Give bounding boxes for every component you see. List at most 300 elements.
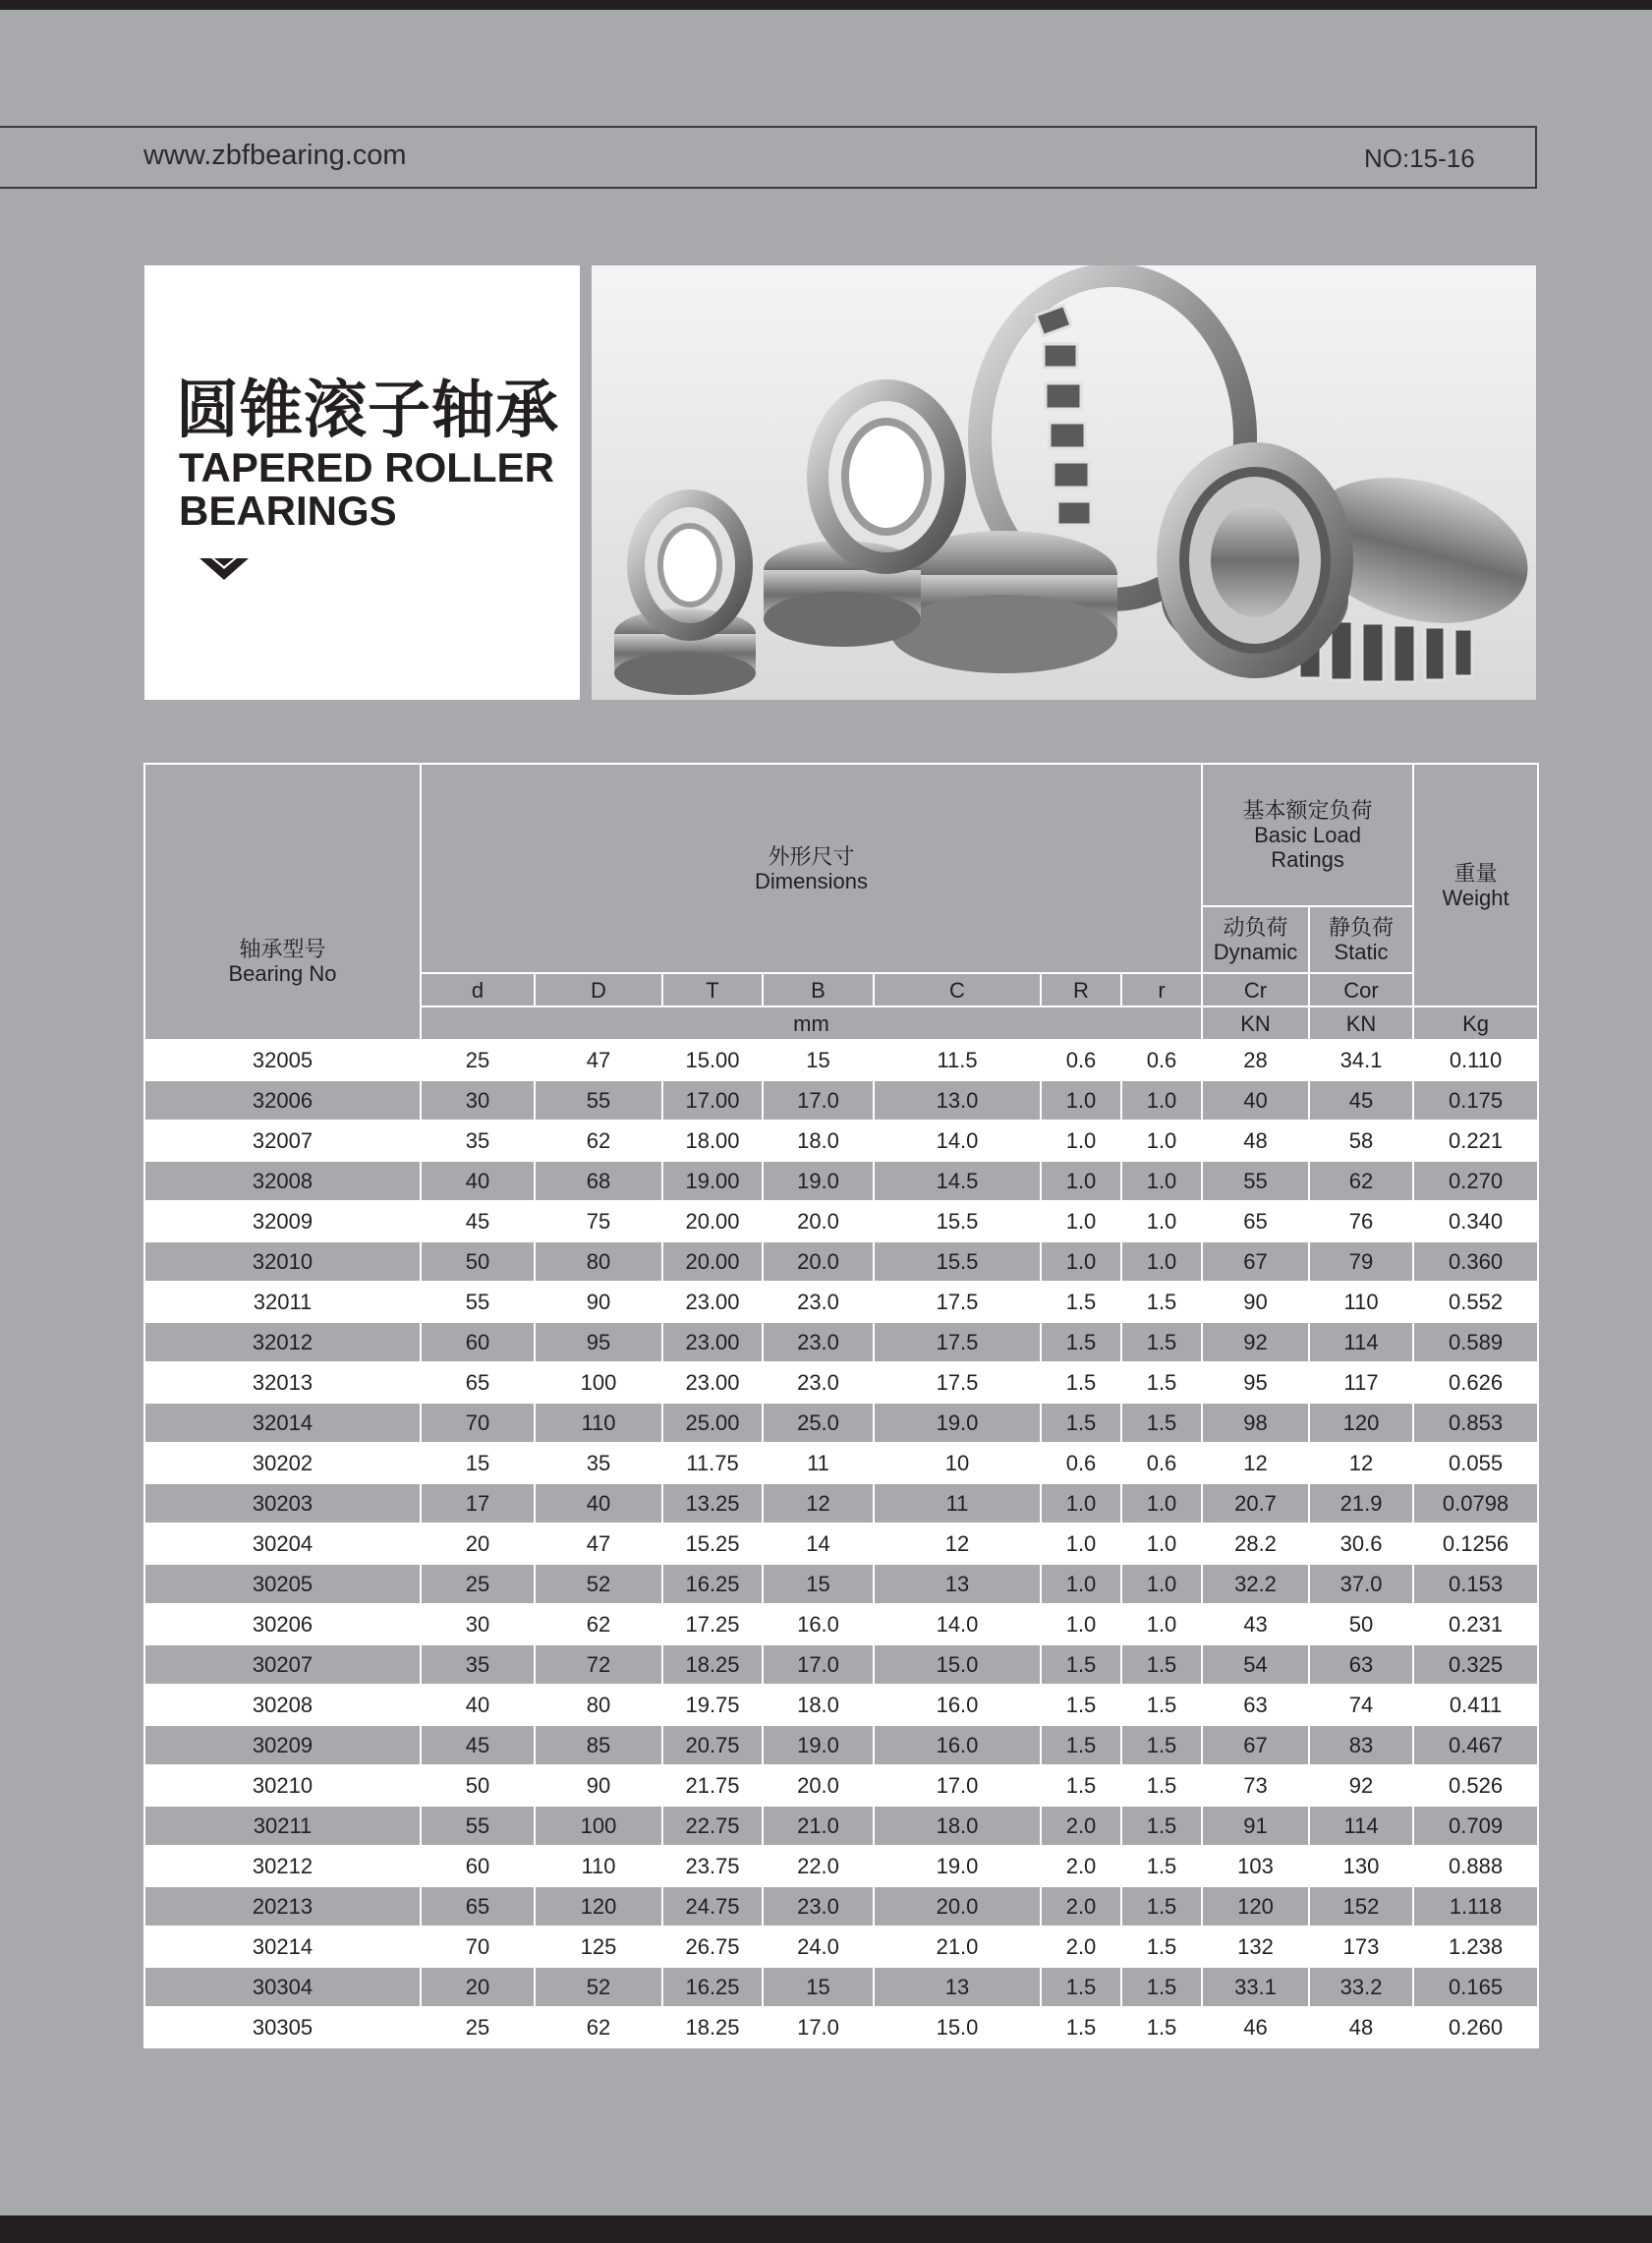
cell-cor: 50 — [1309, 1604, 1413, 1644]
table-row — [144, 1967, 1538, 2007]
cell-bearing-no: 30205 — [144, 1564, 421, 1604]
cell-cor: 76 — [1309, 1201, 1413, 1241]
table-row — [144, 1524, 1538, 1564]
header-weight-en: Weight — [1442, 885, 1510, 910]
cell-bearing-no: 30212 — [144, 1846, 421, 1886]
cell-R: 0.6 — [1041, 1040, 1121, 1080]
cell-T: 23.00 — [662, 1322, 763, 1362]
cell-R: 1.0 — [1041, 1483, 1121, 1524]
header-col-cor: Cor — [1309, 973, 1413, 1006]
cell-D: 120 — [535, 1886, 662, 1927]
cell-B: 15 — [763, 1040, 874, 1080]
cell-bearing-no: 30208 — [144, 1685, 421, 1725]
cell-weight: 0.221 — [1413, 1121, 1538, 1161]
cell-D: 52 — [535, 1564, 662, 1604]
cell-cr: 55 — [1202, 1161, 1309, 1201]
cell-weight: 0.270 — [1413, 1161, 1538, 1201]
cell-cr: 67 — [1202, 1725, 1309, 1765]
cell-T: 25.00 — [662, 1403, 763, 1443]
header-col-R: R — [1041, 973, 1121, 1006]
cell-bearing-no: 30206 — [144, 1604, 421, 1644]
cell-B: 23.0 — [763, 1886, 874, 1927]
cell-weight: 0.589 — [1413, 1322, 1538, 1362]
cell-cor: 21.9 — [1309, 1483, 1413, 1524]
header-unit-kg: Kg — [1413, 1006, 1538, 1040]
cell-C: 14.5 — [874, 1161, 1041, 1201]
cell-bearing-no: 30202 — [144, 1443, 421, 1483]
table-row — [144, 1282, 1538, 1322]
cell-r: 1.0 — [1121, 1524, 1202, 1564]
cell-d: 35 — [421, 1121, 535, 1161]
header-col-d: d — [421, 973, 535, 1006]
cell-cr: 33.1 — [1202, 1967, 1309, 2007]
cell-R: 1.5 — [1041, 1685, 1121, 1725]
cell-C: 14.0 — [874, 1604, 1041, 1644]
cell-bearing-no: 30211 — [144, 1806, 421, 1846]
cell-weight: 0.411 — [1413, 1685, 1538, 1725]
cell-B: 17.0 — [763, 2007, 874, 2047]
cell-cor: 92 — [1309, 1765, 1413, 1806]
header-load-en1: Basic Load — [1254, 823, 1361, 847]
cell-cr: 40 — [1202, 1080, 1309, 1121]
cell-R: 0.6 — [1041, 1443, 1121, 1483]
cell-weight: 1.118 — [1413, 1886, 1538, 1927]
cell-C: 10 — [874, 1443, 1041, 1483]
cell-C: 18.0 — [874, 1806, 1041, 1846]
table-row — [144, 1322, 1538, 1362]
cell-B: 18.0 — [763, 1121, 874, 1161]
table-row — [144, 1080, 1538, 1121]
cell-C: 15.5 — [874, 1241, 1041, 1282]
cell-r: 1.5 — [1121, 1282, 1202, 1322]
cell-bearing-no: 32006 — [144, 1080, 421, 1121]
cell-D: 62 — [535, 1604, 662, 1644]
cell-B: 20.0 — [763, 1201, 874, 1241]
cell-r: 1.0 — [1121, 1080, 1202, 1121]
cell-r: 0.6 — [1121, 1040, 1202, 1080]
cell-cor: 63 — [1309, 1644, 1413, 1685]
cell-cor: 120 — [1309, 1403, 1413, 1443]
cell-C: 15.0 — [874, 1644, 1041, 1685]
cell-D: 80 — [535, 1241, 662, 1282]
cell-weight: 0.260 — [1413, 2007, 1538, 2047]
cell-B: 15 — [763, 1967, 874, 2007]
cell-T: 24.75 — [662, 1886, 763, 1927]
cell-T: 18.25 — [662, 2007, 763, 2047]
cell-r: 1.5 — [1121, 1403, 1202, 1443]
cell-d: 55 — [421, 1282, 535, 1322]
cell-B: 20.0 — [763, 1241, 874, 1282]
table-row — [144, 1040, 1538, 1080]
cell-B: 12 — [763, 1483, 874, 1524]
cell-cr: 32.2 — [1202, 1564, 1309, 1604]
cell-weight: 0.110 — [1413, 1040, 1538, 1080]
cell-R: 2.0 — [1041, 1927, 1121, 1967]
cell-d: 30 — [421, 1604, 535, 1644]
table-row — [144, 1644, 1538, 1685]
cell-r: 0.6 — [1121, 1443, 1202, 1483]
header-dimensions-en: Dimensions — [755, 868, 868, 893]
cell-weight: 0.1256 — [1413, 1524, 1538, 1564]
header-col-T: T — [662, 973, 763, 1006]
table-row — [144, 1927, 1538, 1967]
cell-D: 75 — [535, 1201, 662, 1241]
cell-D: 62 — [535, 2007, 662, 2047]
cell-cor: 33.2 — [1309, 1967, 1413, 2007]
cell-R: 1.0 — [1041, 1524, 1121, 1564]
table-row — [144, 1483, 1538, 1524]
header-bearing-no-cn: 轴承型号 — [239, 936, 326, 961]
cell-D: 85 — [535, 1725, 662, 1765]
title-english — [179, 446, 554, 533]
cell-D: 125 — [535, 1927, 662, 1967]
cell-C: 16.0 — [874, 1685, 1041, 1725]
cell-D: 47 — [535, 1524, 662, 1564]
cell-r: 1.5 — [1121, 1644, 1202, 1685]
header-load-en2: Ratings — [1271, 847, 1344, 872]
cell-R: 1.5 — [1041, 1967, 1121, 2007]
table-row — [144, 1685, 1538, 1725]
header-dynamic — [1202, 906, 1309, 973]
cell-weight: 0.175 — [1413, 1080, 1538, 1121]
cell-D: 52 — [535, 1967, 662, 2007]
cell-d: 40 — [421, 1161, 535, 1201]
cell-C: 12 — [874, 1524, 1041, 1564]
cell-D: 90 — [535, 1282, 662, 1322]
cell-bearing-no: 30305 — [144, 2007, 421, 2047]
cell-bearing-no: 30207 — [144, 1644, 421, 1685]
cell-C: 20.0 — [874, 1886, 1041, 1927]
bearing-spec-table-body — [144, 1040, 1538, 2047]
table-row — [144, 1886, 1538, 1927]
cell-bearing-no: 30204 — [144, 1524, 421, 1564]
cell-R: 1.5 — [1041, 1403, 1121, 1443]
cell-weight: 0.153 — [1413, 1564, 1538, 1604]
cell-d: 25 — [421, 1040, 535, 1080]
cell-bearing-no: 32005 — [144, 1040, 421, 1080]
cell-r: 1.5 — [1121, 1362, 1202, 1403]
cell-D: 40 — [535, 1483, 662, 1524]
cell-cor: 79 — [1309, 1241, 1413, 1282]
header-load-cn: 基本额定负荷 — [1242, 798, 1373, 823]
cell-R: 1.0 — [1041, 1121, 1121, 1161]
cell-d: 45 — [421, 1201, 535, 1241]
table-row — [144, 1201, 1538, 1241]
website-url[interactable]: www.zbfbearing.com — [143, 140, 407, 171]
cell-C: 17.5 — [874, 1282, 1041, 1322]
cell-R: 1.5 — [1041, 1765, 1121, 1806]
cell-d: 35 — [421, 1644, 535, 1685]
header-weight-cn: 重量 — [1453, 860, 1498, 886]
cell-T: 17.00 — [662, 1080, 763, 1121]
cell-T: 20.00 — [662, 1201, 763, 1241]
table-row — [144, 1121, 1538, 1161]
cell-B: 16.0 — [763, 1604, 874, 1644]
header-dynamic-en: Dynamic — [1213, 940, 1298, 964]
cell-d: 17 — [421, 1483, 535, 1524]
cell-cr: 95 — [1202, 1362, 1309, 1403]
double-chevron-down-icon — [199, 556, 249, 591]
cell-D: 95 — [535, 1322, 662, 1362]
header-col-r: r — [1121, 973, 1202, 1006]
cell-r: 1.0 — [1121, 1564, 1202, 1604]
cell-D: 100 — [535, 1806, 662, 1846]
cell-r: 1.5 — [1121, 1967, 1202, 2007]
cell-d: 40 — [421, 1685, 535, 1725]
cell-weight: 0.526 — [1413, 1765, 1538, 1806]
cell-r: 1.5 — [1121, 2007, 1202, 2047]
bearing-spec-table — [143, 763, 1539, 2048]
cell-T: 20.75 — [662, 1725, 763, 1765]
cell-C: 15.0 — [874, 2007, 1041, 2047]
cell-B: 19.0 — [763, 1725, 874, 1765]
cell-B: 23.0 — [763, 1362, 874, 1403]
cell-weight: 0.325 — [1413, 1644, 1538, 1685]
cell-cor: 152 — [1309, 1886, 1413, 1927]
cell-cor: 37.0 — [1309, 1564, 1413, 1604]
header-unit-kn-dynamic: KN — [1202, 1006, 1309, 1040]
header-col-C: C — [874, 973, 1041, 1006]
cell-D: 90 — [535, 1765, 662, 1806]
cell-d: 55 — [421, 1806, 535, 1846]
cell-bearing-no: 30304 — [144, 1967, 421, 2007]
cell-C: 21.0 — [874, 1927, 1041, 1967]
cell-cor: 48 — [1309, 2007, 1413, 2047]
top-border-strip — [0, 0, 1652, 10]
header-col-D: D — [535, 973, 662, 1006]
cell-B: 20.0 — [763, 1765, 874, 1806]
cell-weight: 0.853 — [1413, 1403, 1538, 1443]
cell-cr: 67 — [1202, 1241, 1309, 1282]
cell-B: 24.0 — [763, 1927, 874, 1967]
header-dimensions — [421, 764, 1202, 973]
cell-R: 1.5 — [1041, 1644, 1121, 1685]
cell-B: 17.0 — [763, 1080, 874, 1121]
cell-cr: 91 — [1202, 1806, 1309, 1846]
bearings-photo — [592, 265, 1536, 700]
cell-cr: 98 — [1202, 1403, 1309, 1443]
cell-B: 22.0 — [763, 1846, 874, 1886]
cell-B: 15 — [763, 1564, 874, 1604]
cell-D: 35 — [535, 1443, 662, 1483]
cell-bearing-no: 32012 — [144, 1322, 421, 1362]
table-row — [144, 2007, 1538, 2047]
cell-T: 19.00 — [662, 1161, 763, 1201]
table-row — [144, 1846, 1538, 1886]
cell-bearing-no: 32009 — [144, 1201, 421, 1241]
cell-cr: 132 — [1202, 1927, 1309, 1967]
cell-cor: 83 — [1309, 1725, 1413, 1765]
cell-r: 1.0 — [1121, 1483, 1202, 1524]
header-dynamic-cn: 动负荷 — [1223, 915, 1288, 940]
title-english-line1: TAPERED ROLLER — [179, 444, 554, 490]
cell-r: 1.0 — [1121, 1121, 1202, 1161]
cell-B: 23.0 — [763, 1282, 874, 1322]
cell-d: 60 — [421, 1322, 535, 1362]
cell-T: 16.25 — [662, 1967, 763, 2007]
cell-r: 1.5 — [1121, 1927, 1202, 1967]
cell-R: 2.0 — [1041, 1806, 1121, 1846]
cell-R: 1.5 — [1041, 1362, 1121, 1403]
header-col-B: B — [763, 973, 874, 1006]
cell-bearing-no: 32008 — [144, 1161, 421, 1201]
title-english-line2: BEARINGS — [179, 488, 397, 534]
table-row — [144, 1403, 1538, 1443]
cell-d: 20 — [421, 1967, 535, 2007]
cell-D: 47 — [535, 1040, 662, 1080]
title-chinese: 圆锥滚子轴承 — [176, 374, 559, 445]
cell-T: 19.75 — [662, 1685, 763, 1725]
cell-C: 13 — [874, 1967, 1041, 2007]
cell-R: 1.5 — [1041, 1282, 1121, 1322]
cell-d: 30 — [421, 1080, 535, 1121]
cell-r: 1.5 — [1121, 1886, 1202, 1927]
cell-C: 19.0 — [874, 1403, 1041, 1443]
cell-cr: 12 — [1202, 1443, 1309, 1483]
cell-cor: 74 — [1309, 1685, 1413, 1725]
cell-C: 19.0 — [874, 1846, 1041, 1886]
cell-T: 18.00 — [662, 1121, 763, 1161]
header-unit-mm: mm — [421, 1006, 1202, 1040]
cell-r: 1.0 — [1121, 1241, 1202, 1282]
cell-weight: 0.467 — [1413, 1725, 1538, 1765]
cell-d: 25 — [421, 1564, 535, 1604]
cell-bearing-no: 32010 — [144, 1241, 421, 1282]
cell-r: 1.5 — [1121, 1725, 1202, 1765]
cell-C: 11.5 — [874, 1040, 1041, 1080]
cell-C: 17.0 — [874, 1765, 1041, 1806]
table-row — [144, 1564, 1538, 1604]
cell-cr: 43 — [1202, 1604, 1309, 1644]
cell-D: 72 — [535, 1644, 662, 1685]
cell-R: 1.0 — [1041, 1241, 1121, 1282]
cell-B: 21.0 — [763, 1806, 874, 1846]
table-row — [144, 1443, 1538, 1483]
cell-R: 1.0 — [1041, 1564, 1121, 1604]
cell-B: 25.0 — [763, 1403, 874, 1443]
title-panel — [144, 265, 580, 700]
cell-r: 1.5 — [1121, 1322, 1202, 1362]
table-row — [144, 1806, 1538, 1846]
cell-weight: 0.552 — [1413, 1282, 1538, 1322]
cell-T: 23.00 — [662, 1362, 763, 1403]
cell-bearing-no: 32013 — [144, 1362, 421, 1403]
cell-R: 1.5 — [1041, 1322, 1121, 1362]
cell-weight: 0.055 — [1413, 1443, 1538, 1483]
cell-cr: 28.2 — [1202, 1524, 1309, 1564]
cell-bearing-no: 32011 — [144, 1282, 421, 1322]
cell-D: 110 — [535, 1403, 662, 1443]
cell-cor: 114 — [1309, 1806, 1413, 1846]
cell-B: 23.0 — [763, 1322, 874, 1362]
cell-cor: 62 — [1309, 1161, 1413, 1201]
cell-B: 18.0 — [763, 1685, 874, 1725]
cell-T: 11.75 — [662, 1443, 763, 1483]
cell-cr: 103 — [1202, 1846, 1309, 1886]
cell-cor: 130 — [1309, 1846, 1413, 1886]
table-row — [144, 1604, 1538, 1644]
cell-cr: 63 — [1202, 1685, 1309, 1725]
cell-cor: 114 — [1309, 1322, 1413, 1362]
cell-bearing-no: 30209 — [144, 1725, 421, 1765]
cell-d: 70 — [421, 1403, 535, 1443]
cell-T: 22.75 — [662, 1806, 763, 1846]
cell-cr: 54 — [1202, 1644, 1309, 1685]
cell-C: 13.0 — [874, 1080, 1041, 1121]
cell-d: 50 — [421, 1765, 535, 1806]
cell-cor: 45 — [1309, 1080, 1413, 1121]
cell-cor: 110 — [1309, 1282, 1413, 1322]
cell-T: 20.00 — [662, 1241, 763, 1282]
cell-C: 14.0 — [874, 1121, 1041, 1161]
cell-cr: 73 — [1202, 1765, 1309, 1806]
cell-T: 23.75 — [662, 1846, 763, 1886]
cell-d: 20 — [421, 1524, 535, 1564]
header-unit-kn-static: KN — [1309, 1006, 1413, 1040]
cell-B: 19.0 — [763, 1161, 874, 1201]
page-number: NO:15-16 — [1364, 144, 1475, 173]
cell-D: 100 — [535, 1362, 662, 1403]
cell-weight: 0.360 — [1413, 1241, 1538, 1282]
header-col-cr: Cr — [1202, 973, 1309, 1006]
cell-R: 1.5 — [1041, 1725, 1121, 1765]
cell-R: 1.5 — [1041, 2007, 1121, 2047]
cell-cr: 48 — [1202, 1121, 1309, 1161]
cell-cor: 58 — [1309, 1121, 1413, 1161]
cell-r: 1.5 — [1121, 1846, 1202, 1886]
cell-r: 1.5 — [1121, 1685, 1202, 1725]
cell-d: 25 — [421, 2007, 535, 2047]
header-static-en: Static — [1334, 940, 1389, 964]
cell-d: 60 — [421, 1846, 535, 1886]
table-row — [144, 1161, 1538, 1201]
cell-r: 1.0 — [1121, 1161, 1202, 1201]
cell-cr: 46 — [1202, 2007, 1309, 2047]
cell-R: 2.0 — [1041, 1846, 1121, 1886]
cell-T: 17.25 — [662, 1604, 763, 1644]
cell-cr: 65 — [1202, 1201, 1309, 1241]
cell-bearing-no: 32014 — [144, 1403, 421, 1443]
cell-R: 1.0 — [1041, 1201, 1121, 1241]
cell-T: 15.00 — [662, 1040, 763, 1080]
cell-weight: 1.238 — [1413, 1927, 1538, 1967]
bearing-spec-table-wrapper — [143, 763, 1537, 2048]
table-row — [144, 1765, 1538, 1806]
cell-cr: 92 — [1202, 1322, 1309, 1362]
cell-R: 2.0 — [1041, 1886, 1121, 1927]
cell-B: 11 — [763, 1443, 874, 1483]
cell-bearing-no: 30203 — [144, 1483, 421, 1524]
cell-r: 1.5 — [1121, 1765, 1202, 1806]
cell-weight: 0.709 — [1413, 1806, 1538, 1846]
header-static — [1309, 906, 1413, 973]
cell-d: 15 — [421, 1443, 535, 1483]
cell-cr: 28 — [1202, 1040, 1309, 1080]
cell-R: 1.0 — [1041, 1161, 1121, 1201]
cell-D: 62 — [535, 1121, 662, 1161]
cell-C: 13 — [874, 1564, 1041, 1604]
cell-r: 1.5 — [1121, 1806, 1202, 1846]
cell-weight: 0.0798 — [1413, 1483, 1538, 1524]
cell-C: 16.0 — [874, 1725, 1041, 1765]
header-weight — [1413, 764, 1538, 1006]
cell-D: 110 — [535, 1846, 662, 1886]
header-load-ratings — [1202, 764, 1413, 906]
cell-T: 13.25 — [662, 1483, 763, 1524]
cell-bearing-no: 20213 — [144, 1886, 421, 1927]
cell-T: 16.25 — [662, 1564, 763, 1604]
cell-cr: 90 — [1202, 1282, 1309, 1322]
